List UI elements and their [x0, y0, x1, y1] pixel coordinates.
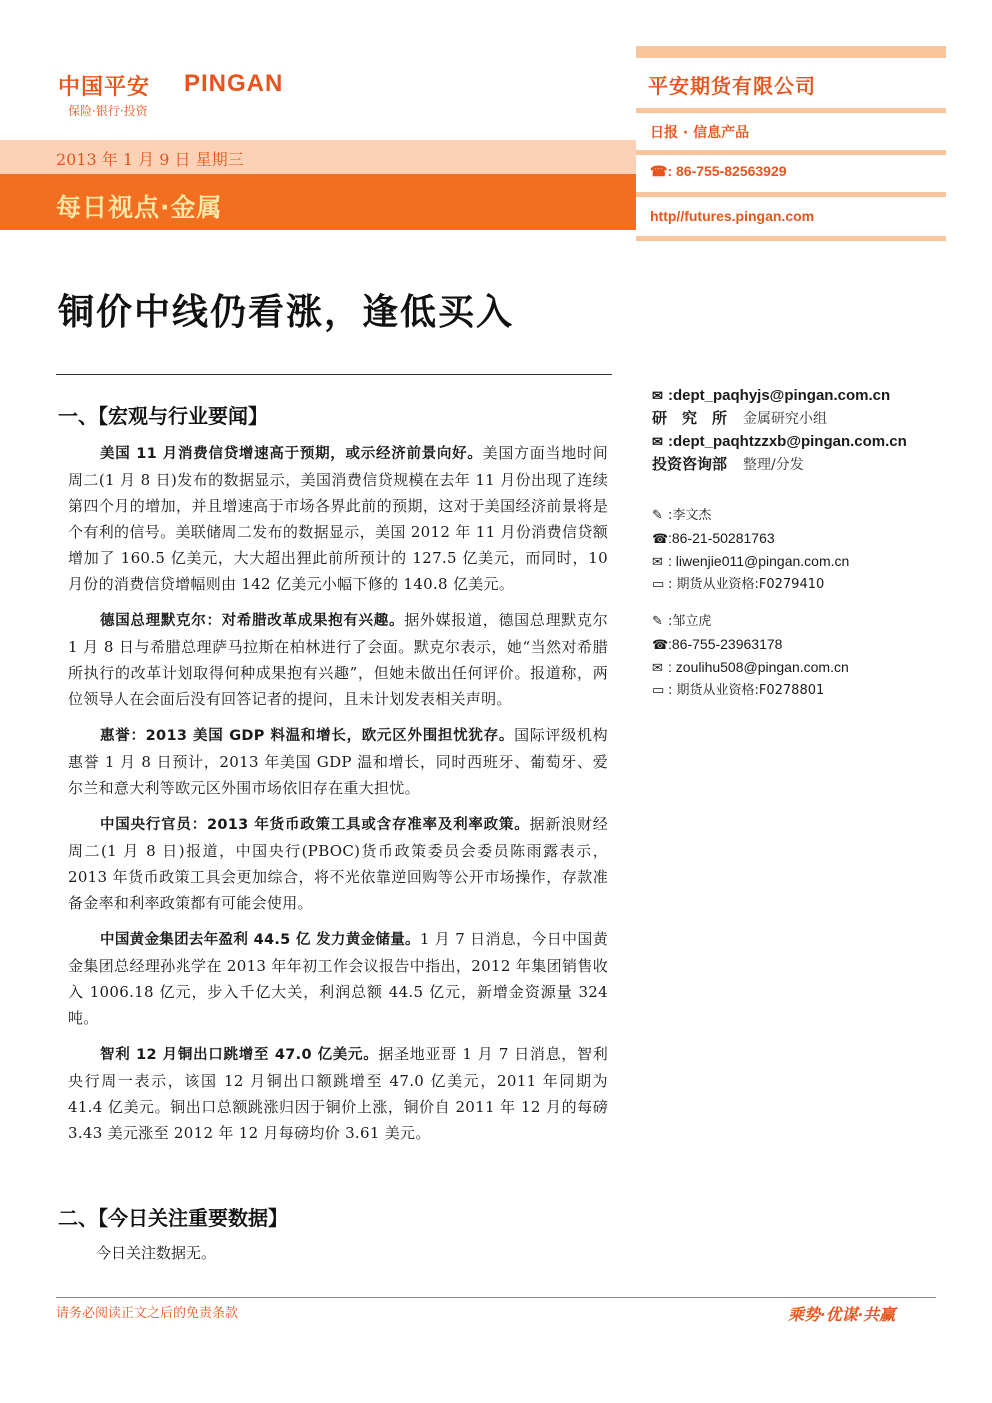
- phone-icon: ☎: [652, 531, 669, 546]
- analyst2-license: 期货从业资格:F0278801: [676, 683, 825, 698]
- analyst1-license-row: ▭ : 期货从业资格:F0279410: [652, 573, 952, 596]
- book-icon: ▭: [652, 577, 665, 592]
- news-text: 1 月 7 日消息，今日中国黄金集团总经理孙兆学在 2013 年年初工作会议报告中指出，2012 年集团销售收入 1006.18 亿元，步入千亿大关，利润总额 44.5 亿元，新增金资源量 324 吨。: [68, 930, 608, 1027]
- product-type: 日报 · 信息产品: [650, 125, 750, 141]
- news-text: 据外媒报道，德国总理默克尔 1 月 8 日与希腊总理萨马拉斯在柏林进行了会面。默克尔表示，她“当然对希腊所执行的改革计划取得何种成果抱有兴趣”，但她未做出任何评价。报道称，两位领导人在会面后没有回答记者的提问，且未计划发表相关声明。: [68, 611, 608, 708]
- news-lead: 德国总理默克尔：对希腊改革成果抱有兴趣。: [100, 613, 405, 629]
- analyst1-phone: 86-21-50281763: [671, 530, 775, 546]
- analyst1-email-row: ✉ : liwenjie011@pingan.com.cn: [652, 550, 952, 573]
- dept1-name: 研 究 所: [652, 409, 728, 427]
- footer-rule: [56, 1297, 936, 1298]
- analyst1-email[interactable]: liwenjie011@pingan.com.cn: [675, 553, 850, 569]
- analyst1-name: 李文杰: [672, 508, 712, 523]
- news-lead: 美国 11 月消费信贷增速高于预期，或示经济前景向好。: [100, 446, 483, 462]
- section1-heading: 一、【宏观与行业要闻】: [58, 404, 268, 428]
- dept1-row: [652, 407, 952, 430]
- analyst2-email-row: ✉ : zoulihu508@pingan.com.cn: [652, 656, 952, 679]
- news-item: [68, 440, 608, 597]
- analyst2-phone: 86-755-23963178: [671, 636, 783, 652]
- dept1-email-row: ✉ :dept_paqhyjs@pingan.com.cn: [652, 384, 952, 407]
- news-text: 美国方面当地时间周二(1 月 8 日)发布的数据显示，美国消费信贷规模在去年 11 月份出现了连续第四个月的增加，并且增速高于市场各界此前的预期，这对于美国经济前景将是个有利的信号。美联储周二发布的数据显示，美国 2012 年 11 月份消费信贷额增加了 160.5 亿美元，大大超出狸此前所预计的 127.5 亿美元，而同时，10 月份的消费信贷增幅则由 142 亿美元小幅下修的 140.8 亿美元。: [68, 444, 608, 593]
- dept2-email-row: ✉ :dept_paqhtzzxb@pingan.com.cn: [652, 430, 952, 453]
- news-item: [68, 607, 608, 712]
- report-date: 2013 年 1 月 9 日 星期三: [56, 150, 244, 169]
- news-text: 据新浪财经周二(1 月 8 日)报道，中国央行(PBOC)货币政策委员会委员陈雨露表示，2013 年货币政策工具会更加综合，将不光依靠逆回购等公开市场操作，存款准备金率和利率政策都有可能会使用。: [68, 815, 608, 912]
- logo-text-en: PINGAN: [184, 70, 284, 97]
- dept2-email[interactable]: dept_paqhtzzxb@pingan.com.cn: [673, 433, 907, 450]
- panel-divider: [636, 192, 946, 197]
- page-title: 铜价中线仍看涨，逢低买入: [58, 292, 515, 333]
- disclaimer-text[interactable]: 请务必阅读正文之后的免责条款: [56, 1306, 239, 1321]
- analyst2-name: 邹立虎: [672, 614, 712, 629]
- news-lead: 惠誉：2013 美国 GDP 料温和增长，欧元区外围担忧犹存。: [100, 728, 515, 744]
- news-lead: 智利 12 月铜出口跳增至 47.0 亿美元。: [100, 1047, 379, 1063]
- news-text: 国际评级机构惠誉 1 月 8 日预计，2013 年美国 GDP 温和增长，同时西班牙、葡萄牙、爱尔兰和意大利等欧元区外围市场依旧存在重大担忧。: [68, 726, 608, 797]
- company-phone-number: 86-755-82563929: [676, 163, 787, 179]
- news-item: [68, 722, 608, 801]
- dept1-email[interactable]: dept_paqhyjs@pingan.com.cn: [673, 387, 891, 404]
- mail-icon: ✉: [652, 434, 663, 449]
- news-item: [68, 926, 608, 1031]
- mail-icon: ✉: [652, 554, 663, 569]
- panel-divider: [636, 150, 946, 155]
- phone-icon: ☎:: [650, 163, 673, 179]
- section-tag: 每日视点·金属: [56, 193, 223, 222]
- company-url[interactable]: http//futures.pingan.com: [650, 208, 815, 224]
- analyst2-email[interactable]: zoulihu508@pingan.com.cn: [675, 659, 849, 675]
- company-phone: [650, 163, 787, 180]
- news-lead: 中国黄金集团去年盈利 44.5 亿 发力黄金储量。: [100, 932, 420, 948]
- dept2-team: 整理/分发: [743, 457, 804, 473]
- panel-divider: [636, 108, 946, 113]
- analyst2-phone-row: ☎:86-755-23963178: [652, 633, 952, 656]
- mail-icon: ✉: [652, 388, 663, 403]
- analyst2-name-row: ✎ :邹立虎: [652, 610, 952, 633]
- phone-icon: ☎: [652, 637, 669, 652]
- logo-text-cn: 中国平安: [58, 75, 151, 100]
- dept1-team: 金属研究小组: [743, 411, 828, 427]
- pen-icon: ✎: [652, 614, 663, 629]
- contact-panel: [652, 384, 952, 702]
- dept2-row: [652, 453, 952, 476]
- panel-divider: [636, 236, 946, 241]
- news-item: [68, 811, 608, 916]
- pen-icon: ✎: [652, 508, 663, 523]
- slogan: 乘势·优谋·共赢: [788, 1305, 896, 1324]
- analyst2-license-row: ▭ : 期货从业资格:F0278801: [652, 679, 952, 702]
- mail-icon: ✉: [652, 660, 663, 675]
- book-icon: ▭: [652, 683, 665, 698]
- logo-tagline: 保险·银行·投资: [68, 104, 148, 118]
- analyst1-phone-row: ☎:86-21-50281763: [652, 527, 952, 550]
- news-text: 据圣地亚哥 1 月 7 日消息，智利央行周一表示，该国 12 月铜出口额跳增至 47.0 亿美元，2011 年同期为 41.4 亿美元。铜出口总额跳涨归因于铜价上涨，铜价自 2011 年 12 月的每磅 3.43 美元涨至 2012 年 12 月每磅均价 3.61 美元。: [68, 1045, 609, 1142]
- dept2-name: 投资咨询部: [652, 455, 728, 473]
- analyst1-license: 期货从业资格:F0279410: [676, 577, 825, 592]
- section1-body: [68, 440, 608, 1156]
- news-item: [68, 1041, 608, 1146]
- section2-heading: 二、【今日关注重要数据】: [58, 1206, 288, 1230]
- company-name: 平安期货有限公司: [648, 74, 816, 98]
- panel-top-bar: [636, 46, 946, 58]
- section2-note: 今日关注数据无。: [96, 1244, 217, 1262]
- title-rule: [56, 374, 612, 375]
- analyst1-name-row: ✎ :李文杰: [652, 504, 952, 527]
- news-lead: 中国央行官员：2013 年货币政策工具或含存准率及利率政策。: [100, 817, 530, 833]
